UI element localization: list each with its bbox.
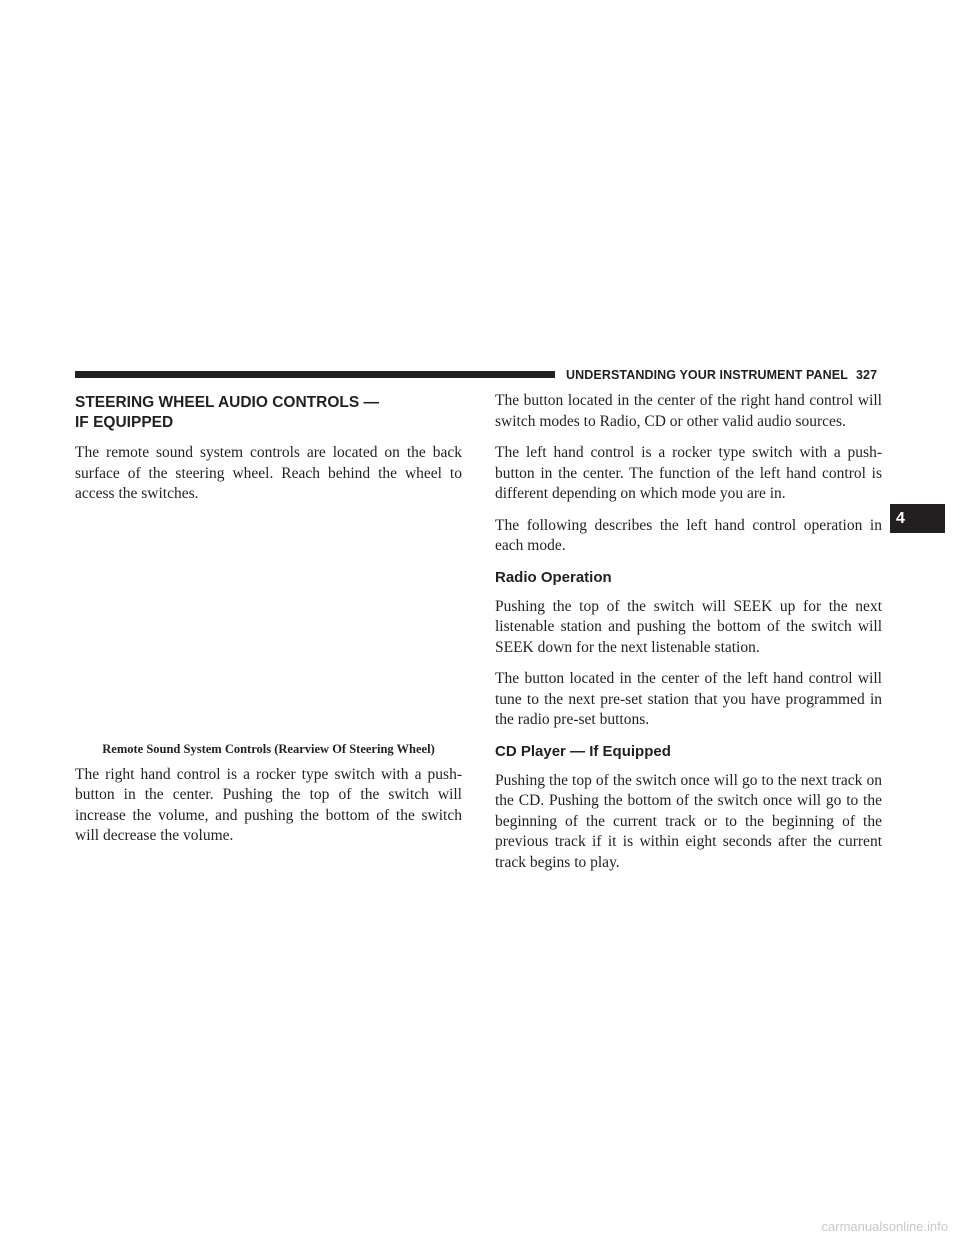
figure-caption: Remote Sound System Controls (Rearview Of Steering Wheel) xyxy=(102,741,435,756)
left-column xyxy=(75,393,462,858)
section-title xyxy=(75,393,462,433)
mode-button-paragraph: The button located in the center of the right hand control will switch modes to Radio, CD or other valid audio sources. xyxy=(495,392,882,430)
left-control-paragraph: The left hand control is a rocker type switch with a push-button in the center. The function of the left hand control is different depending on which mode you are in. xyxy=(495,444,882,502)
intro-paragraph: The remote sound system controls are located on the back surface of the steering wheel. Reach behind the wheel to access the switches. xyxy=(75,444,462,502)
watermark: carmanualsonline.info xyxy=(821,1219,948,1234)
chapter-tab: 4 xyxy=(890,504,945,533)
figure-area xyxy=(75,516,462,742)
radio-preset-paragraph: The button located in the center of the left hand control will tune to the next pre-set station that you have programmed in the radio pre-set buttons. xyxy=(495,670,882,728)
running-header xyxy=(566,368,877,383)
section-title-line1: STEERING WHEEL AUDIO CONTROLS — xyxy=(75,394,379,411)
right-control-paragraph: The right hand control is a rocker type switch with a push-button in the center. Pushing the top of the switch will increase the volume, and pushing the bottom of the switch will decrease the volume. xyxy=(75,765,462,844)
header-rule xyxy=(75,371,555,378)
radio-operation-heading: Radio Operation xyxy=(495,568,612,586)
radio-seek-paragraph: Pushing the top of the switch will SEEK up for the next listenable station and pushing the bottom of the switch will SEEK down for the next listenable station. xyxy=(495,597,882,656)
section-title-line2: IF EQUIPPED xyxy=(75,414,174,431)
running-header-title: UNDERSTANDING YOUR INSTRUMENT PANEL xyxy=(566,368,848,382)
cd-player-heading: CD Player — If Equipped xyxy=(495,742,671,760)
modes-intro-paragraph: The following describes the left hand control operation in each mode. xyxy=(495,516,882,554)
page-number: 327 xyxy=(855,368,878,382)
cd-player-paragraph: Pushing the top of the switch once will go to the next track on the CD. Pushing the bottom of the switch once will go to the beginning of the current track or to the beginning of the previous track if it is within eight seconds after the current track begins to play. xyxy=(495,771,882,871)
right-column xyxy=(495,391,882,884)
